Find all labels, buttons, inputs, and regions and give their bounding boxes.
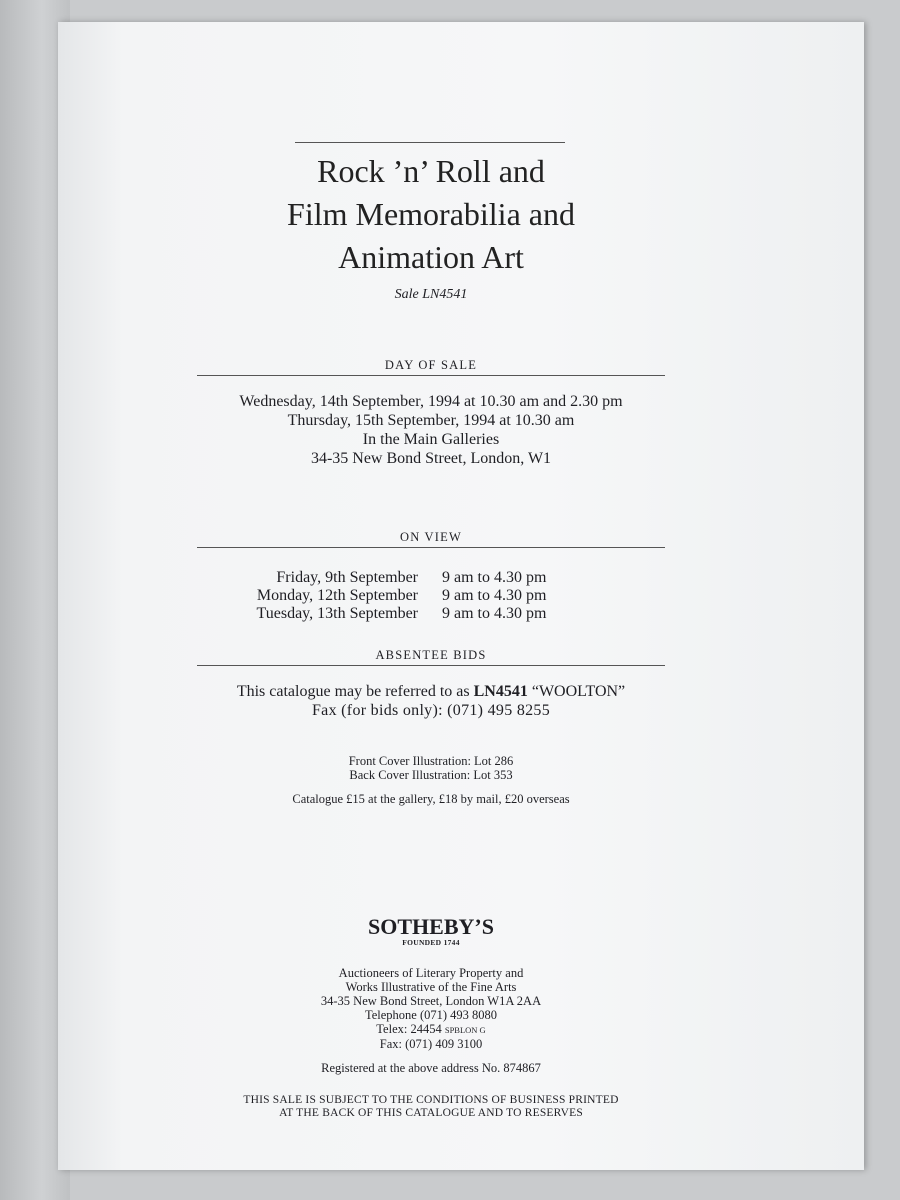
conditions-notice: [180, 1094, 682, 1120]
title-rule: [295, 142, 565, 143]
sale-number: Sale LN4541: [394, 287, 468, 302]
view-day: Friday, 9th September: [276, 569, 418, 586]
catalogue-reference: [150, 682, 712, 701]
catalogue-title: [200, 150, 662, 279]
view-time: 9 am to 4.30 pm: [442, 605, 547, 622]
sale-date-line-2: Thursday, 15th September, 1994 at 10.30 am: [287, 412, 575, 429]
address-line: 34-35 New Bond Street, London W1A 2AA: [320, 994, 542, 1008]
sale-address: 34-35 New Bond Street, London, W1: [310, 450, 552, 467]
sale-date-line-1: Wednesday, 14th September, 1994 at 10.30 am and 2.30 pm: [239, 393, 623, 410]
fax: Fax: (071) 409 3100: [379, 1037, 483, 1051]
telephone: Telephone (071) 493 8080: [364, 1008, 498, 1022]
title-line-1: Rock ’n’ Roll and: [317, 153, 545, 189]
reference-codename: “WOOLTON”: [531, 683, 626, 700]
telex: [200, 1022, 662, 1037]
founded-year: FOUNDED 1744: [402, 938, 460, 947]
sothebys-logo: SOTHEBY’S: [368, 914, 494, 939]
bids-fax: Fax (for bids only): (071) 495 8255: [311, 702, 551, 719]
conditions-line-2: AT THE BACK OF THIS CATALOGUE AND TO RESERVES: [279, 1107, 583, 1119]
title-line-3: Animation Art: [338, 239, 524, 275]
cover-illustrations: [200, 754, 662, 782]
reference-code: LN4541: [473, 683, 528, 700]
day-of-sale-heading: DAY OF SALE: [197, 358, 665, 376]
absentee-bids-heading: ABSENTEE BIDS: [197, 648, 665, 666]
title-line-2: Film Memorabilia and: [287, 196, 575, 232]
catalogue-price: Catalogue £15 at the gallery, £18 by mail, £20 overseas: [292, 792, 570, 806]
front-cover-illustration: Front Cover Illustration: Lot 286: [348, 754, 514, 768]
absentee-bids-details: [150, 682, 712, 720]
view-time: 9 am to 4.30 pm: [442, 587, 547, 604]
address-line: Auctioneers of Literary Property and: [338, 966, 524, 980]
on-view-heading: ON VIEW: [197, 530, 665, 548]
address-line: Works Illustrative of the Fine Arts: [345, 980, 517, 994]
telex-code: SPBLON G: [444, 1025, 486, 1035]
conditions-line-1: THIS SALE IS SUBJECT TO THE CONDITIONS OF BUSINESS PRINTED: [243, 1094, 619, 1106]
reference-prefix: This catalogue may be referred to as: [236, 683, 470, 700]
telex-number: Telex: 24454: [376, 1022, 442, 1036]
sale-venue: In the Main Galleries: [362, 431, 500, 448]
back-cover-illustration: Back Cover Illustration: Lot 353: [349, 768, 513, 782]
day-of-sale-details: [150, 392, 712, 468]
view-day: Monday, 12th September: [256, 587, 418, 604]
view-day: Tuesday, 13th September: [256, 605, 418, 622]
company-address: [200, 966, 662, 1051]
registration: Registered at the above address No. 874867: [321, 1061, 541, 1075]
view-time: 9 am to 4.30 pm: [442, 569, 547, 586]
